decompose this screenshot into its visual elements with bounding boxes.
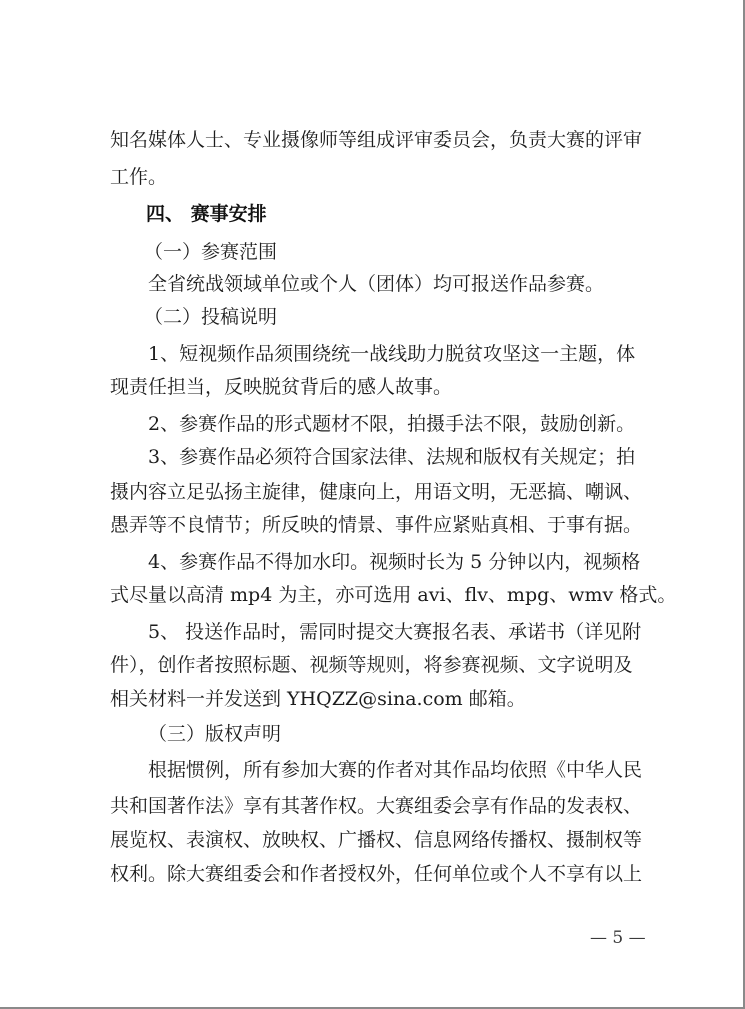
paragraph-line: 相关材料一并发送到 YHQZZ@sina.com 邮箱。 [110, 688, 526, 710]
paragraph-line: 件），创作者按照标题、视频等规则，将参赛视频、文字说明及 [110, 654, 633, 676]
paragraph-line: 权利。除大赛组委会和作者授权外，任何单位或个人不享有以上 [110, 863, 643, 885]
paragraph-line: 全省统战领域单位或个人（团体）均可报送作品参赛。 [148, 273, 605, 295]
paragraph-line: 知名媒体人士、专业摄像师等组成评审委员会，负责大赛的评审 [110, 129, 643, 151]
paragraph-line: 共和国著作法》享有其著作权。大赛组委会享有作品的发表权、 [110, 795, 643, 817]
paragraph-line: 根据惯例，所有参加大赛的作者对其作品均依照《中华人民 [148, 759, 643, 781]
paragraph-line: 愚弄等不良情节；所反映的情景、事件应紧贴真相、于事有据。 [110, 514, 643, 536]
section-heading: 四、 赛事安排 [146, 203, 267, 225]
page-number: — 5 — [590, 928, 646, 948]
subsection-heading: （一）参赛范围 [144, 241, 278, 263]
paragraph-line: 工作。 [110, 166, 168, 188]
paragraph-line: 3、参赛作品必须符合国家法律、法规和版权有关规定；拍 [148, 446, 636, 468]
paragraph-line: 摄内容立足弘扬主旋律，健康向上，用语文明，无恶搞、嘲讽、 [110, 481, 643, 503]
paragraph-line: 现责任担当，反映脱贫背后的感人故事。 [110, 376, 453, 398]
subsection-heading: （三）版权声明 [148, 723, 282, 745]
paragraph-line: 展览权、表演权、放映权、广播权、信息网络传播权、摄制权等 [110, 829, 643, 851]
paragraph-line: 5、 投送作品时，需同时提交大赛报名表、承诺书（详见附 [148, 621, 642, 643]
paragraph-line: 4、参赛作品不得加水印。视频时长为 5 分钟以内，视频格 [148, 551, 641, 573]
paragraph-line: 1、短视频作品须围绕统一战线助力脱贫攻坚这一主题，体 [148, 343, 636, 365]
paragraph-line: 2、参赛作品的形式题材不限，拍摄手法不限，鼓励创新。 [148, 413, 636, 435]
paragraph-line: 式尽量以高清 mp4 为主，亦可选用 avi、flv、mpg、wmv 格式。 [110, 584, 677, 606]
subsection-heading: （二）投稿说明 [144, 306, 278, 328]
